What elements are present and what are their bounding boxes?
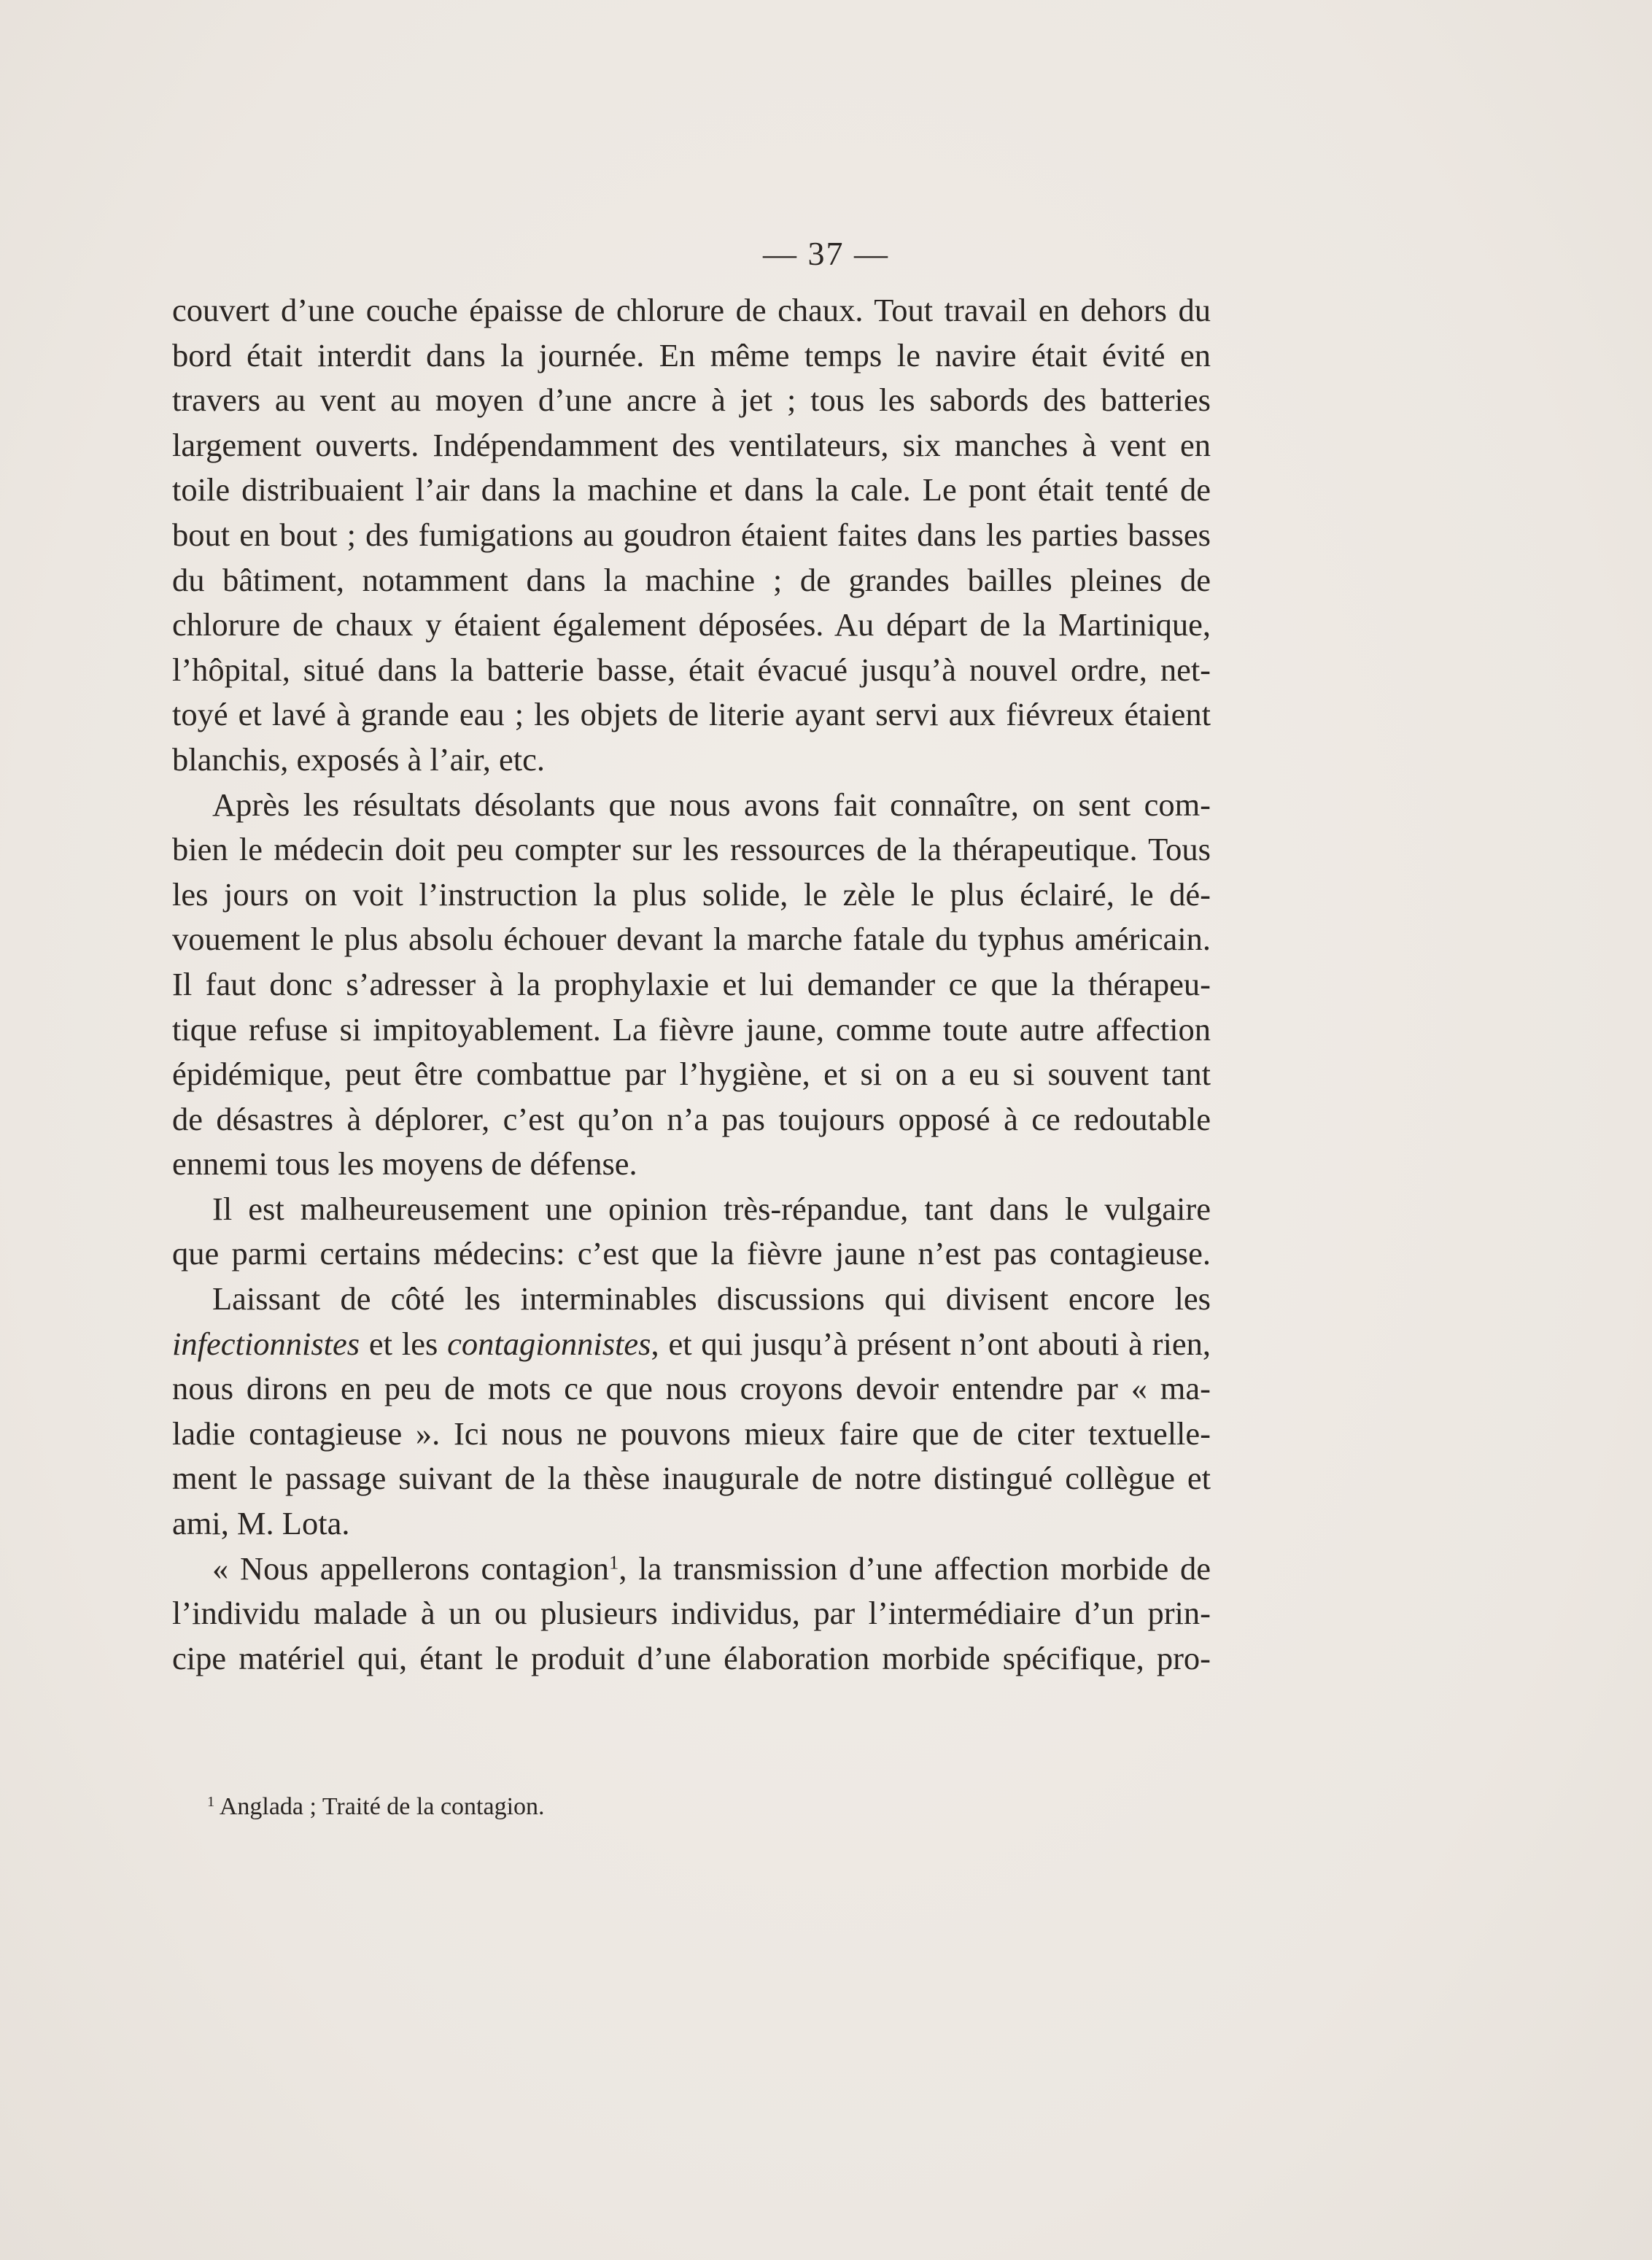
footnote-marker: 1 [207, 1793, 215, 1810]
paragraph [172, 1547, 1211, 1682]
footnote-reference: 1 [609, 1550, 619, 1573]
page-number: — 37 — [763, 235, 889, 272]
text-line: blanchis, exposés à l’air, etc. [172, 740, 546, 778]
paragraph [172, 783, 1211, 1187]
text-line: chlorure de chaux y étaient également déposées. Au départ de la Martinique, [172, 606, 1211, 643]
text-line: nous dirons en peu de mots ce que nous croyons devoir entendre par « ma- [172, 1370, 1211, 1407]
text-segment: et les [360, 1325, 448, 1362]
text-line: tique refuse si impitoyablement. La fièvre jaune, comme toute autre affection [172, 1010, 1211, 1048]
text-line: du bâtiment, notamment dans la machine ; de grandes bailles pleines de [172, 561, 1211, 598]
text-segment: , la transmission d’une affection morbide de [618, 1549, 1211, 1587]
text-line: Après les résultats désolants que nous avons fait connaître, on sent com- [212, 786, 1211, 823]
text-line: ennemi tous les moyens de défense. [172, 1145, 637, 1183]
text-line: couvert d’une couche épaisse de chlorure de chaux. Tout travail en dehors du [172, 292, 1211, 328]
text-line: de désastres à déplorer, c’est qu’on n’a pas toujours opposé à ce redoutable [172, 1100, 1211, 1137]
text-line: les jours on voit l’instruction la plus solide, le zèle le plus éclairé, le dé- [172, 875, 1211, 913]
text-line: ladie contagieuse ». Ici nous ne pouvons mieux faire que de citer textuelle- [172, 1415, 1211, 1452]
text-line: toile distribuaient l’air dans la machine et dans la cale. Le pont était tenté de [172, 471, 1211, 508]
text-line: toyé et lavé à grande eau ; les objets de literie ayant servi aux fiévreux étaient [172, 696, 1211, 733]
text-segment: infectionnistes [172, 1325, 360, 1362]
text-line [172, 1547, 1211, 1592]
text-line: épidémique, peut être combattue par l’hygiène, et si on a eu si souvent tant [172, 1056, 1211, 1093]
text-line: bord était interdit dans la journée. En même temps le navire était évité en [172, 336, 1211, 374]
text-line: ami, M. Lota. [172, 1505, 350, 1542]
paragraph [172, 1277, 1211, 1547]
text-line: travers au vent au moyen d’une ancre à jet ; tous les sabords des batteries [172, 382, 1211, 419]
text-segment: « Nous appellerons contagion [212, 1549, 610, 1587]
text-line: ment le passage suivant de la thèse inaugurale de notre distingué collègue et [172, 1460, 1211, 1497]
text-line: largement ouverts. Indépendamment des ventilateurs, six manches à vent en [172, 426, 1211, 463]
text-line: l’individu malade à un ou plusieurs individus, par l’intermédiaire d’un prin- [172, 1595, 1211, 1632]
text-line: cipe matériel qui, étant le produit d’une élaboration morbide spécifique, pro- [172, 1639, 1211, 1676]
text-line: bout en bout ; des fumigations au goudron étaient faites dans les parties basses [172, 516, 1211, 553]
text-line [172, 1322, 1211, 1367]
body-text [172, 288, 1211, 1681]
paragraph [172, 1187, 1211, 1277]
text-segment: contagionnistes [447, 1325, 651, 1362]
text-line: bien le médecin doit peu compter sur les ressources de la thérapeutique. Tous [172, 831, 1211, 868]
text-line: l’hôpital, situé dans la batterie basse, était évacué jusqu’à nouvel ordre, net- [172, 651, 1211, 688]
paragraph [172, 288, 1211, 783]
text-line: Il faut donc s’adresser à la prophylaxie et lui demander ce que la thérapeu- [172, 965, 1211, 1002]
text-line: vouement le plus absolu échouer devant la marche fatale du typhus américain. [172, 921, 1211, 958]
text-line: Laissant de côté les interminables discussions qui divisent encore les [212, 1280, 1211, 1317]
footnote-text: Anglada ; Traité de la contagion. [219, 1793, 545, 1820]
text-segment: , et qui jusqu’à présent n’ont abouti à rien, [651, 1325, 1211, 1362]
text-line: Il est malheureusement une opinion très-répandue, tant dans le vulgaire [212, 1190, 1211, 1227]
footnote [207, 1789, 545, 1825]
text-line: que parmi certains médecins: c’est que la fièvre jaune n’est pas contagieuse. [172, 1235, 1211, 1272]
